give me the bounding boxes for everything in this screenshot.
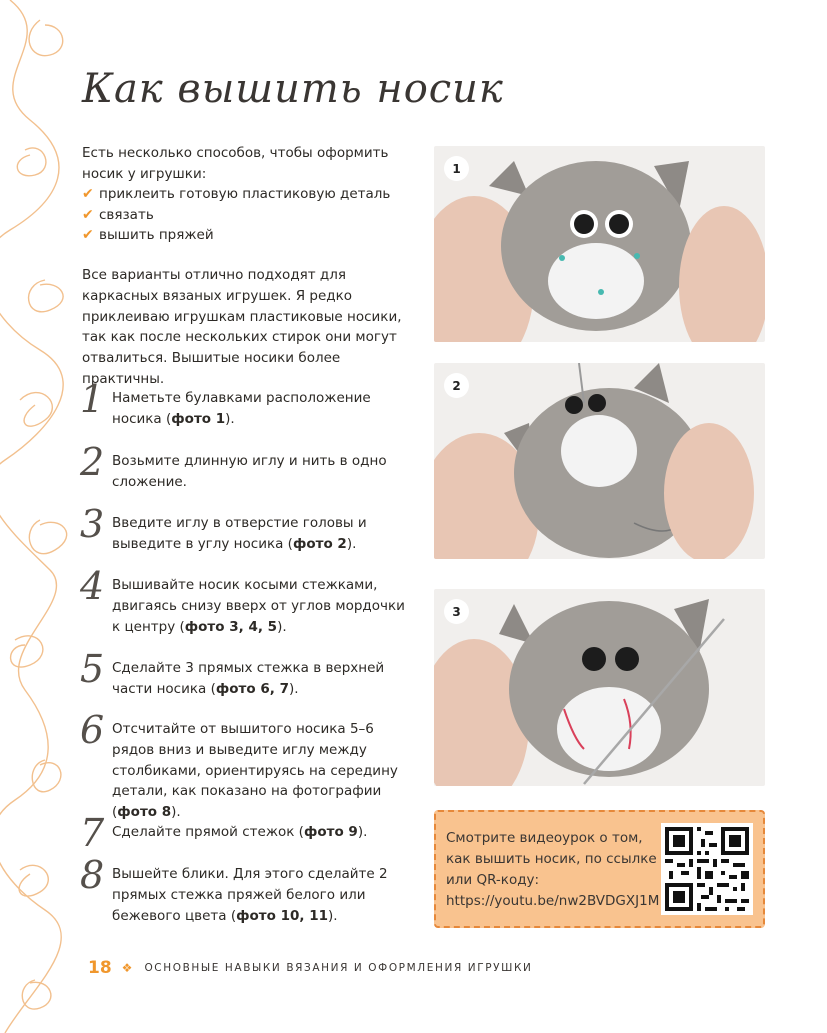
decorative-swirl-border	[0, 0, 70, 1033]
video-lesson-text: Смотрите видеоурок о том, как вышить носик, по ссылке или QR-коду: https://youtu.be/nw2BVDGXJ1M	[446, 830, 660, 909]
section-title: ОСНОВНЫЕ НАВЫКИ ВЯЗАНИЯ И ОФОРМЛЕНИЯ ИГРУШКИ	[144, 962, 533, 974]
step-number: 1	[80, 377, 105, 421]
photo-number-badge: 2	[444, 373, 469, 398]
checkmark-icon: ✔	[82, 206, 94, 223]
qr-code-icon[interactable]	[661, 823, 753, 915]
options-list	[82, 184, 422, 246]
photo-3	[434, 589, 765, 786]
intro-block	[82, 143, 422, 246]
photo-2	[434, 363, 765, 559]
checkmark-icon: ✔	[82, 186, 94, 202]
page-footer	[88, 958, 533, 978]
intro-lead: Есть несколько способов, чтобы оформить носик у игрушки:	[82, 145, 389, 182]
list-item: ✔ приклеить готовую пластиковую деталь	[82, 184, 422, 205]
step-number: 7	[80, 811, 105, 855]
crocheted-cat-photo	[434, 363, 765, 559]
page-number: 18	[88, 958, 112, 978]
step-number: 6	[80, 708, 105, 752]
step-number: 2	[80, 440, 105, 484]
list-item: ✔ вышить пряжей	[82, 225, 422, 246]
step-text: Вышейте блики. Для этого сделайте 2 прямых стежка пряжей белого или бежевого цвета (фото 10, 11).	[112, 866, 388, 924]
step-number: 5	[80, 647, 105, 691]
step-number: 3	[80, 502, 105, 546]
page-title: Как вышить носик	[82, 66, 504, 112]
photo-number-badge: 3	[444, 599, 469, 624]
step-text: Введите иглу в отверстие головы и выведите в углу носика (фото 2).	[112, 515, 367, 552]
step-text: Сделайте 3 прямых стежка в верхней части носика (фото 6, 7).	[112, 660, 385, 697]
diamond-bullet-icon: ❖	[121, 961, 133, 975]
photo-number-badge: 1	[444, 156, 469, 181]
video-lesson-box	[434, 810, 765, 928]
list-item: ✔ связать	[82, 205, 422, 226]
step-number: 4	[80, 564, 105, 608]
step-number: 8	[80, 853, 105, 897]
step-text: Сделайте прямой стежок (фото 9).	[112, 824, 368, 840]
photo-1	[434, 146, 765, 342]
crocheted-cat-photo	[434, 589, 765, 786]
intro-paragraph: Все варианты отлично подходят для каркасных вязаных игрушек. Я редко приклеиваю игрушкам пластиковые носики, так как после нескольких стирок они могут отвалиться. Вышитые носики более практичны.	[82, 267, 402, 387]
step-text: Вышивайте носик косыми стежками, двигаясь снизу вверх от углов мордочки к центру (фото 3, 4, 5).	[112, 577, 405, 635]
crocheted-cat-photo	[434, 146, 765, 342]
step-text: Наметьте булавками расположение носика (фото 1).	[112, 390, 371, 427]
step-text: Отсчитайте от вышитого носика 5–6 рядов вниз и выведите иглу между столбиками, ориентируясь на середину детали, как показано на фотографии (фото 8).	[112, 721, 398, 821]
step-text: Возьмите длинную иглу и нить в одно сложение.	[112, 453, 387, 490]
checkmark-icon: ✔	[82, 227, 94, 243]
